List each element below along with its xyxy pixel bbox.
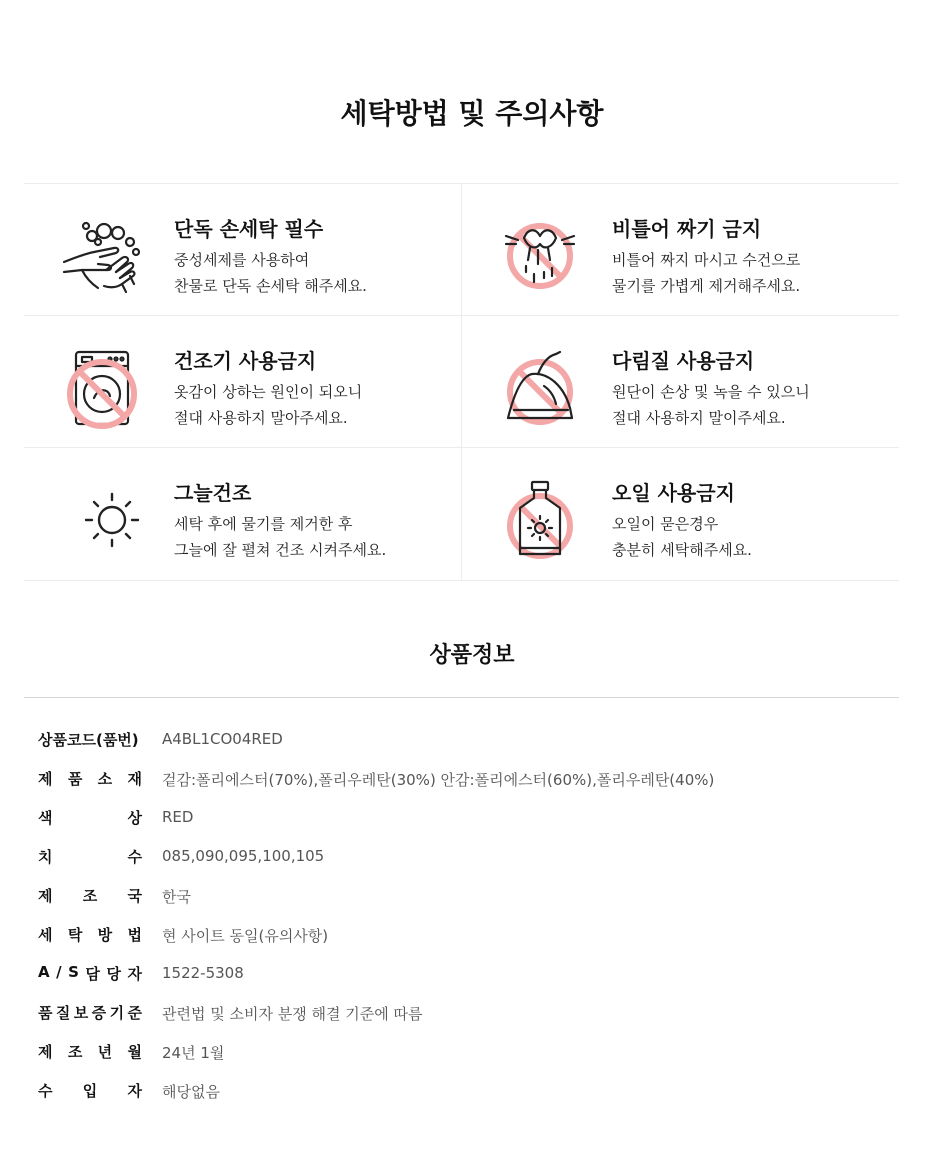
- info-label-char: 담: [85, 965, 100, 983]
- info-label-char: 치: [38, 848, 53, 866]
- info-row-color: [38, 807, 898, 846]
- care-desc-line: 그늘에 잘 펼쳐 건조 시켜주세요.: [174, 541, 387, 559]
- product-info-title: 상품정보: [429, 643, 515, 668]
- care-desc-line: 세탁 후에 물기를 제거한 후: [174, 515, 353, 533]
- info-label-char: 품: [67, 770, 83, 788]
- info-value: 085,090,095,100,105: [162, 847, 325, 865]
- info-row-quality-standard: [38, 1002, 898, 1041]
- info-label-char: 자: [127, 965, 142, 983]
- care-section-title: 세탁방법 및 주의사항: [340, 97, 604, 130]
- info-label-char: 제: [38, 1043, 53, 1061]
- info-label-char: 증: [91, 1004, 107, 1022]
- info-label-char: 보: [73, 1004, 89, 1022]
- info-label-char: 입: [82, 1082, 98, 1100]
- care-item-no-oil: [461, 448, 898, 580]
- info-label-char: 준: [127, 1004, 142, 1022]
- care-item-no-iron: [461, 316, 898, 447]
- info-label-char: 재: [127, 770, 142, 788]
- info-label-char: 소: [97, 770, 113, 788]
- info-label: [38, 963, 142, 984]
- info-label-char: 제: [38, 887, 53, 905]
- info-value: 현 사이트 동일(유의사항): [162, 927, 329, 945]
- care-item-description: [612, 379, 810, 431]
- no-dryer-icon: [60, 346, 144, 430]
- info-row-country: [38, 885, 898, 924]
- info-label: [38, 807, 142, 828]
- info-label-char: 년: [97, 1043, 113, 1061]
- care-row: [24, 316, 899, 448]
- info-label-char: 품: [38, 1004, 53, 1022]
- care-row: [24, 184, 899, 316]
- info-label-char: 수: [38, 1082, 53, 1100]
- care-desc-line: 충분히 세탁해주세요.: [612, 541, 752, 559]
- care-item-no-wring: [461, 184, 898, 315]
- info-label: [38, 1041, 142, 1062]
- care-item-title: 건조기 사용금지: [174, 349, 317, 373]
- info-label: 상품코드(품번): [38, 731, 139, 749]
- info-label-char: 자: [127, 1082, 142, 1100]
- info-label-char: 세: [38, 926, 53, 944]
- info-label-char: 기: [109, 1004, 125, 1022]
- hand-wash-icon: [60, 214, 144, 298]
- product-info-divider: [24, 697, 899, 698]
- care-item-description: [174, 247, 367, 299]
- care-desc-line: 원단이 손상 및 녹을 수 있으니: [612, 383, 810, 401]
- care-desc-line: 절대 사용하지 말이주세요.: [612, 409, 786, 427]
- info-label-char: 상: [127, 809, 142, 827]
- info-row-size: [38, 846, 898, 885]
- care-item-hand-wash: [24, 184, 460, 315]
- info-label-char: 법: [127, 926, 142, 944]
- info-value: RED: [162, 808, 194, 826]
- info-value: 관련법 및 소비자 분쟁 해결 기준에 따름: [162, 1005, 423, 1023]
- care-item-shade-dry: [24, 448, 460, 580]
- info-value: 해당없음: [162, 1083, 220, 1101]
- care-item-title: 그늘건조: [174, 481, 252, 505]
- care-desc-line: 절대 사용하지 말아주세요.: [174, 409, 348, 427]
- info-row-as-contact: [38, 963, 898, 1002]
- info-label-char: 당: [106, 965, 121, 983]
- info-label-char: /: [56, 963, 62, 981]
- care-desc-line: 찬물로 단독 손세탁 해주세요.: [174, 277, 367, 295]
- care-desc-line: 비틀어 짜지 마시고 수건으로: [612, 251, 801, 269]
- care-item-no-dryer: [24, 316, 460, 447]
- info-label: [38, 768, 142, 789]
- info-label-char: 질: [55, 1004, 71, 1022]
- care-instructions-grid: [24, 183, 899, 580]
- care-item-description: [174, 511, 386, 563]
- info-value: 1522-5308: [162, 964, 244, 982]
- info-label: [38, 1002, 142, 1023]
- care-item-description: [612, 511, 752, 563]
- info-value: A4BL1CO04RED: [162, 730, 283, 748]
- info-row-importer: [38, 1080, 898, 1119]
- info-label-char: 월: [127, 1043, 142, 1061]
- care-desc-line: 물기를 가볍게 제거해주세요.: [612, 277, 801, 295]
- care-item-title: 단독 손세탁 필수: [174, 217, 324, 241]
- care-item-title: 다림질 사용금지: [612, 349, 755, 373]
- info-row-wash-method: [38, 924, 898, 963]
- care-item-description: [174, 379, 362, 431]
- info-row-manufacture-date: [38, 1041, 898, 1080]
- info-label-char: 조: [82, 887, 98, 905]
- product-info-table: [38, 729, 898, 1119]
- shade-dry-sun-icon: [60, 478, 144, 562]
- info-label-char: A: [38, 963, 50, 981]
- info-label-char: 색: [38, 809, 53, 827]
- info-label: [38, 846, 142, 867]
- care-item-title: 오일 사용금지: [612, 481, 735, 505]
- info-label-char: 조: [67, 1043, 83, 1061]
- info-value: 한국: [162, 888, 191, 906]
- info-value: 24년 1월: [162, 1044, 225, 1062]
- info-row-material: [38, 768, 898, 807]
- info-label: [38, 1080, 142, 1101]
- info-label-char: S: [68, 963, 79, 981]
- info-label-char: 방: [97, 926, 113, 944]
- info-label: [38, 885, 142, 906]
- info-label-char: 수: [127, 848, 142, 866]
- no-iron-icon: [498, 346, 582, 430]
- care-desc-line: 오일이 묻은경우: [612, 515, 719, 533]
- info-label-char: 국: [127, 887, 142, 905]
- info-label-char: 제: [38, 770, 53, 788]
- care-item-title: 비틀어 짜기 금지: [612, 217, 762, 241]
- care-item-description: [612, 247, 800, 299]
- no-oil-icon: [498, 478, 582, 562]
- care-desc-line: 옷감이 상하는 원인이 되오니: [174, 383, 363, 401]
- care-row: [24, 448, 899, 581]
- info-row-product-code: [38, 729, 898, 768]
- info-label-char: 탁: [67, 926, 83, 944]
- info-value: 겉감:폴리에스터(70%),폴리우레탄(30%) 안감:폴리에스터(60%),폴리우레탄(40%): [162, 771, 715, 789]
- care-desc-line: 중성세제를 사용하여: [174, 251, 310, 269]
- info-label: [38, 924, 142, 945]
- no-wring-icon: [498, 214, 582, 298]
